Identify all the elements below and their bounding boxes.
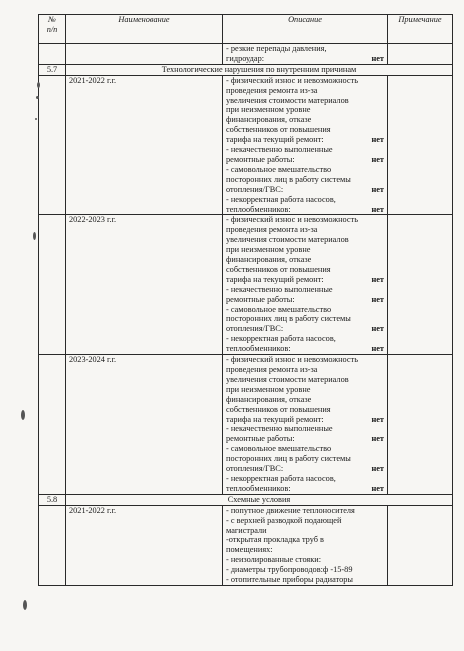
desc-line: увеличения стоимости материалов xyxy=(226,374,349,384)
desc-line: при неизменном уровне xyxy=(226,384,311,394)
desc-line: - некорректная работа насосов, xyxy=(226,334,336,344)
header-note: Примечание xyxy=(388,15,453,44)
desc-line: - самовольное вмешательство xyxy=(226,444,332,454)
section-title: Технологические нарушения по внутренним причинам xyxy=(66,64,453,75)
desc-line: ремонтные работы: нет xyxy=(226,434,384,444)
desc-line: финансирования, отказе xyxy=(226,394,312,404)
desc-line: - некачественно выполненные xyxy=(226,284,333,294)
scheme-description xyxy=(223,505,388,585)
desc-line: собственников от повышения xyxy=(226,125,331,135)
desc-line: теплообменников: нет xyxy=(226,344,384,354)
desc-line: - неизолированные стояки: xyxy=(226,555,322,565)
desc-line: проведения ремонта из-за xyxy=(226,225,318,235)
desc-line: - самовольное вмешательство xyxy=(226,304,332,314)
desc-line: тарифа на текущий ремонт: нет xyxy=(226,274,384,284)
period-label: 2021-2022 г.г. xyxy=(66,75,223,215)
desc-line: финансирования, отказе xyxy=(226,115,312,125)
period-row xyxy=(39,75,453,215)
period-row xyxy=(39,215,453,355)
period-row xyxy=(39,355,453,495)
desc-line: - резкие перепады давления, xyxy=(226,44,327,53)
period-label: 2021-2022 г.г. xyxy=(66,505,223,585)
scan-mark xyxy=(23,600,27,610)
desc-line: посторонних лиц в работу системы xyxy=(226,314,351,324)
section-number: 5.8 xyxy=(39,494,66,505)
scheme-period-row xyxy=(39,505,453,585)
desc-line: проведения ремонта из-за xyxy=(226,85,318,95)
desc-line: - некорректная работа насосов, xyxy=(226,473,336,483)
desc-line: - физический износ и невозможность xyxy=(226,355,358,365)
section-row-5-7 xyxy=(39,64,453,75)
continuation-description xyxy=(223,44,388,65)
header-name: Наименование xyxy=(66,15,223,44)
desc-line: - некорректная работа насосов, xyxy=(226,194,336,204)
desc-line: при неизменном уровне xyxy=(226,105,311,115)
continuation-row xyxy=(39,44,453,65)
desc-line: - некачественно выполненные xyxy=(226,145,333,155)
desc-line: при неизменном уровне xyxy=(226,245,311,255)
desc-line: магистрали xyxy=(226,525,267,535)
header-description: Описание xyxy=(223,15,388,44)
desc-line: посторонних лиц в работу системы xyxy=(226,174,351,184)
document-table xyxy=(38,14,453,586)
desc-line: - диаметры трубопроводов:ф -15-89 xyxy=(226,565,353,575)
scan-mark xyxy=(36,96,39,99)
desc-line: тарифа на текущий ремонт: нет xyxy=(226,414,384,424)
desc-line: финансирования, отказе xyxy=(226,255,312,265)
desc-line: увеличения стоимости материалов xyxy=(226,95,349,105)
period-description xyxy=(223,215,388,355)
desc-line: -открытая прокладка труб в xyxy=(226,535,324,545)
desc-line: ремонтные работы: нет xyxy=(226,154,384,164)
desc-line: помещениях: xyxy=(226,545,273,555)
desc-line: теплообменников: нет xyxy=(226,483,384,493)
desc-line: - отопительные приборы радиаторы xyxy=(226,575,353,585)
section-number: 5.7 xyxy=(39,64,66,75)
desc-line: гидроудар: нет xyxy=(226,53,384,63)
desc-line: увеличения стоимости материалов xyxy=(226,235,349,245)
section-row-5-8 xyxy=(39,494,453,505)
header-number: № п/п xyxy=(39,15,66,44)
desc-line: - самовольное вмешательство xyxy=(226,164,332,174)
desc-line: - некачественно выполненные xyxy=(226,424,333,434)
periods-body xyxy=(39,75,453,494)
desc-line: отопления/ГВС: нет xyxy=(226,464,384,474)
desc-line: собственников от повышения xyxy=(226,264,331,274)
desc-line: отопления/ГВС: нет xyxy=(226,184,384,194)
scan-mark xyxy=(21,410,25,420)
desc-line: собственников от повышения xyxy=(226,404,331,414)
table-header-row xyxy=(39,15,453,44)
desc-line: - попутное движение теплоносителя xyxy=(226,505,355,515)
period-label: 2022-2023 г.г. xyxy=(66,215,223,355)
desc-line: теплообменников: нет xyxy=(226,204,384,214)
desc-line: проведения ремонта из-за xyxy=(226,365,318,374)
desc-line: - физический износ и невозможность xyxy=(226,75,358,85)
period-description xyxy=(223,75,388,215)
desc-line: - физический износ и невозможность xyxy=(226,215,358,225)
scan-mark xyxy=(33,232,36,240)
period-description xyxy=(223,355,388,495)
scan-mark xyxy=(37,82,40,88)
scan-mark xyxy=(35,118,37,120)
desc-line: тарифа на текущий ремонт: нет xyxy=(226,135,384,145)
desc-line: - с верхней разводкой подающей xyxy=(226,515,342,525)
desc-line: отопления/ГВС: нет xyxy=(226,324,384,334)
desc-line: ремонтные работы: нет xyxy=(226,294,384,304)
desc-line: посторонних лиц в работу системы xyxy=(226,454,351,464)
period-label: 2023-2024 г.г. xyxy=(66,355,223,495)
section-title: Схемные условия xyxy=(66,494,453,505)
